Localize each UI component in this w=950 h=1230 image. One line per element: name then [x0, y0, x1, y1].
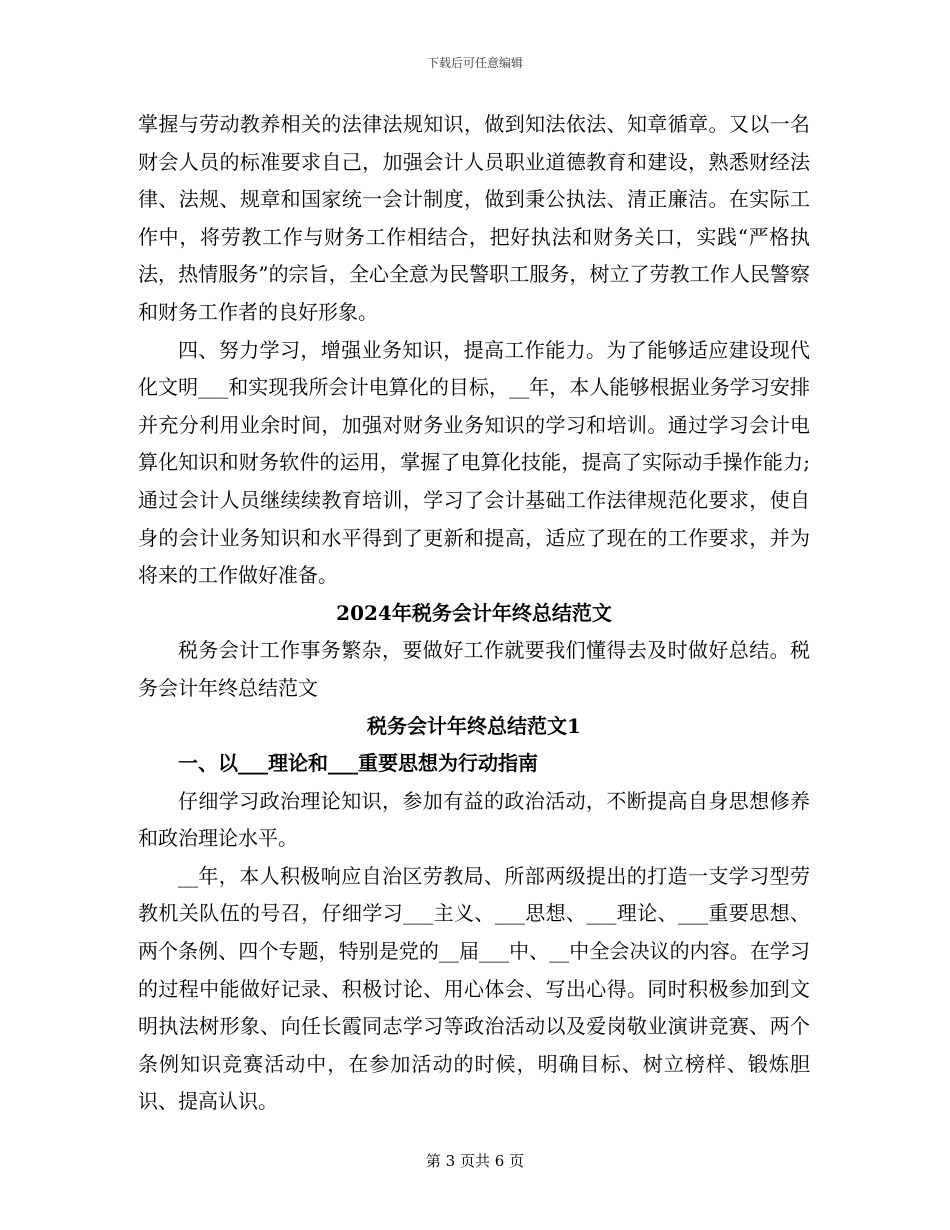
paragraph-politics: 仔细学习政治理论知识，参加有益的政治活动，不断提高自身思想修养和政治理论水平。	[138, 788, 810, 851]
paragraph-intro: 税务会计工作事务繁杂，要做好工作就要我们懂得去及时做好总结。税务会计年终总结范文	[138, 638, 810, 700]
page-header: 下载后可任意编辑	[426, 56, 523, 70]
numbered-heading: 一、以___理论和___重要思想为行动指南	[178, 751, 538, 776]
document-body	[138, 106, 810, 1121]
paragraph-continued: 掌握与劳动教养相关的法律法规知识，做到知法依法、知章循章。又以一名财会人员的标准要求自己，加强会计人员职业道德教育和建设，熟悉财经法律、法规、规章和国家统一会计制度，做到秉公执法、清正廉洁。在实际工作中，将劳教工作与财务工作相结合，把好执法和财务关口，实践“严格执法，热情服务”的宗旨，全心全意为民警职工服务，树立了劳教工作人民警察和财务工作者的良好形象。	[138, 112, 810, 324]
paragraph-activities: __年，本人积极响应自治区劳教局、所部两级提出的打造一支学习型劳教机关队伍的号召，仔细学习___主义、___思想、___理论、___重要思想、两个条例、四个专题，特别是党的__届___中、__中全会决议的内容。在学习的过程中能做好记录、积极讨论、用心体会、写出心得。同时积极参加到文明执法树形象、向任长霞同志学习等政治活动以及爱岗敬业演讲竞赛、两个条例知识竞赛活动中，在参加活动的时候，明确目标、树立榜样、锻炼胆识、提高认识。	[138, 863, 810, 1114]
section-title: 2024年税务会计年终总结范文	[336, 600, 612, 625]
subsection-title: 税务会计年终总结范文1	[367, 713, 581, 738]
paragraph-study: 四、努力学习，增强业务知识，提高工作能力。为了能够适应建设现代化文明___和实现我所会计电算化的目标，__年，本人能够根据业务学习安排并充分利用业余时间，加强对财务业务知识的学习和培训。通过学习会计电算化知识和财务软件的运用，掌握了电算化技能，提高了实际动手操作能力;通过会计人员继续续教育培训，学习了会计基础工作法律规范化要求，使自身的会计业务知识和水平得到了更新和提高，适应了现在的工作要求，并为将来的工作做好准备。	[138, 337, 810, 588]
page-footer: 第 3 页共 6 页	[425, 1152, 525, 1170]
